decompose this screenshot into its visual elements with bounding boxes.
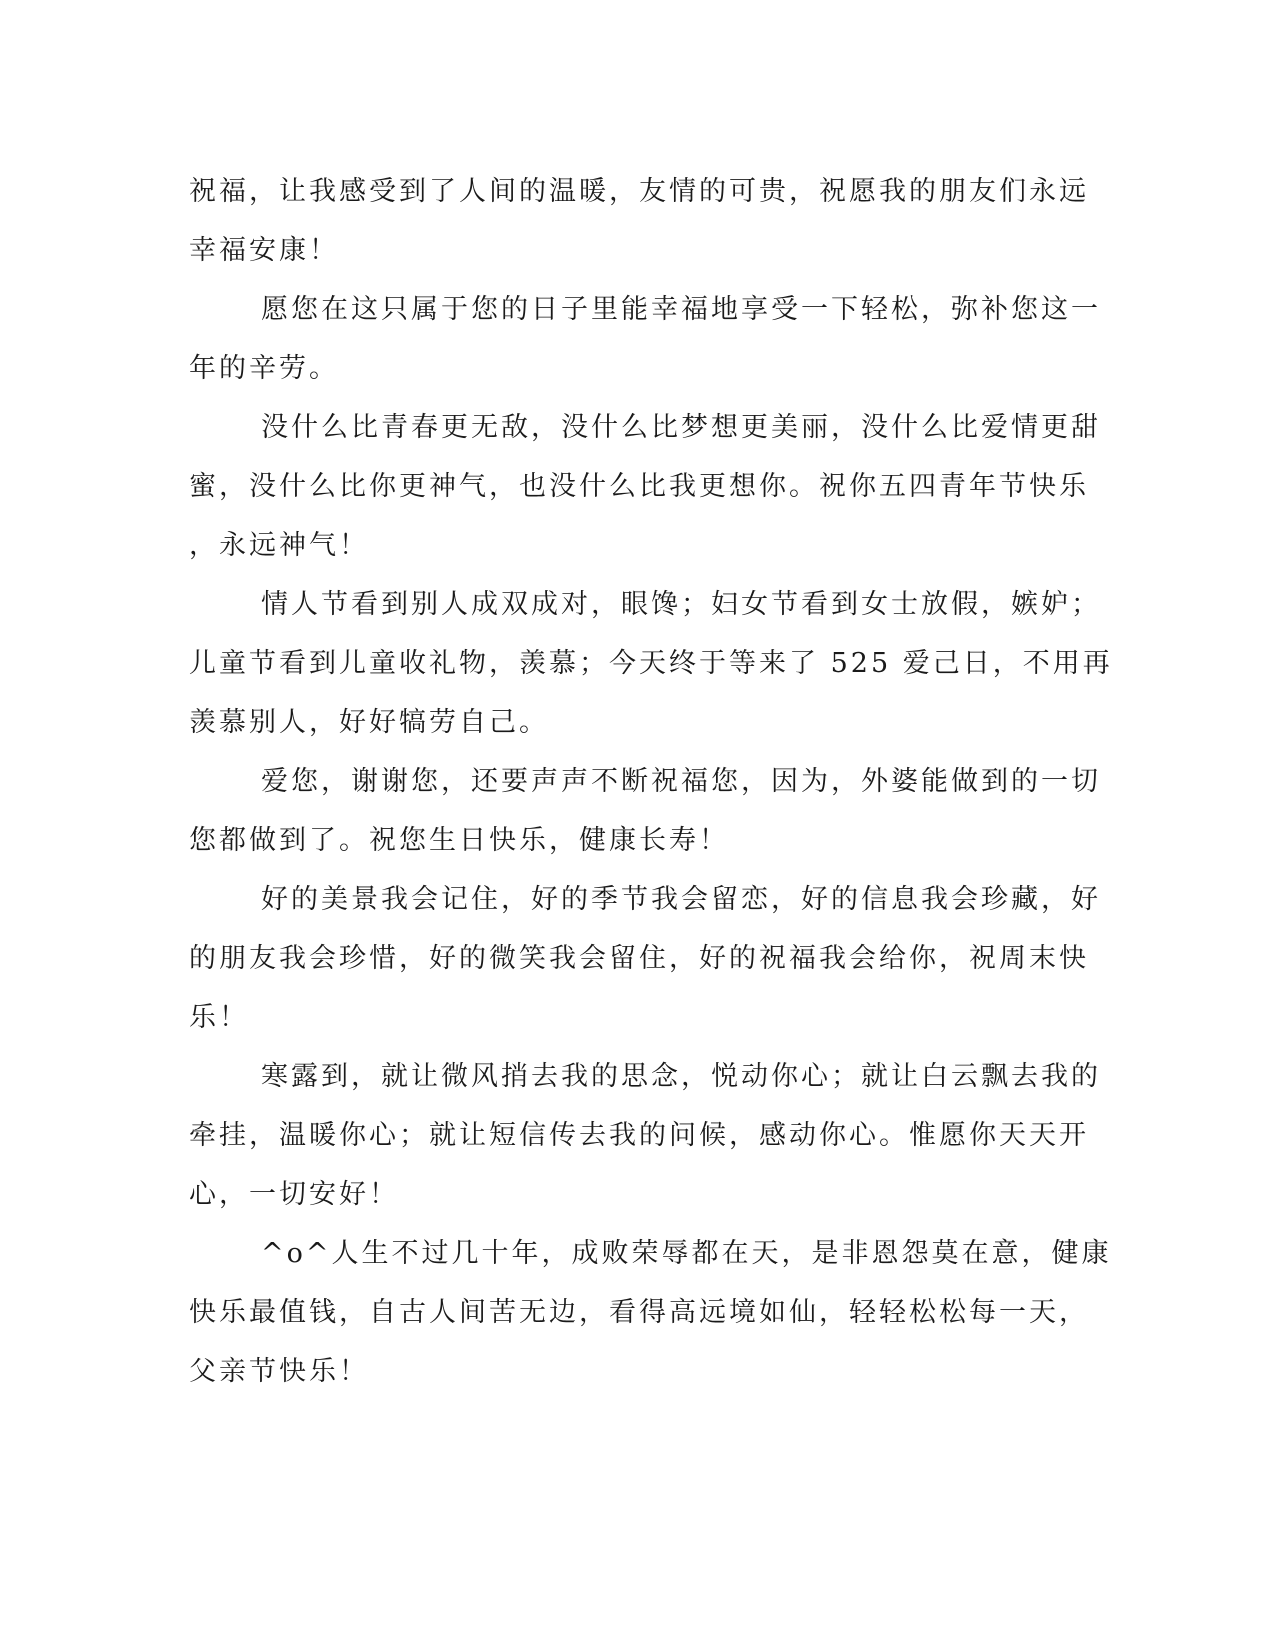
text-line: 愿您在这只属于您的日子里能幸福地享受一下轻松，弥补您这一 xyxy=(261,294,1101,325)
text-line: 蜜，没什么比你更神气，也没什么比我更想你。祝你五四青年节快乐 xyxy=(189,471,1089,502)
text-line: 您都做到了。祝您生日快乐，健康长寿！ xyxy=(189,825,729,856)
text-line: 年的辛劳。 xyxy=(189,353,339,384)
text-line: 好的美景我会记住，好的季节我会留恋，好的信息我会珍藏，好 xyxy=(261,884,1101,915)
text-line: 情人节看到别人成双成对，眼馋；妇女节看到女士放假，嫉妒； xyxy=(261,589,1101,620)
text-line: ^o^人生不过几十年，成败荣辱都在天，是非恩怨莫在意，健康 xyxy=(261,1238,1112,1269)
text-line: 的朋友我会珍惜，好的微笑我会留住，好的祝福我会给你，祝周末快 xyxy=(189,943,1089,974)
text-line: 牵挂，温暖你心；就让短信传去我的问候，感动你心。惟愿你天天开 xyxy=(189,1120,1089,1151)
text-line: 父亲节快乐！ xyxy=(189,1356,369,1387)
text-line: 寒露到，就让微风捎去我的思念，悦动你心；就让白云飘去我的 xyxy=(261,1061,1101,1092)
text-line: 没什么比青春更无敌，没什么比梦想更美丽，没什么比爱情更甜 xyxy=(261,412,1101,443)
document-body xyxy=(189,162,1113,1401)
text-line: 羡慕别人，好好犒劳自己。 xyxy=(189,707,549,738)
text-line: 乐！ xyxy=(189,1002,249,1033)
text-line: 幸福安康！ xyxy=(189,235,339,266)
text-line: 快乐最值钱，自古人间苦无边，看得高远境如仙，轻轻松松每一天， xyxy=(189,1297,1089,1328)
text-line: 儿童节看到儿童收礼物，羡慕；今天终于等来了 525 爱己日，不用再 xyxy=(189,648,1113,679)
text-line: ，永远神气！ xyxy=(189,530,369,561)
text-line: 爱您，谢谢您，还要声声不断祝福您，因为，外婆能做到的一切 xyxy=(261,766,1101,797)
text-line: 心，一切安好！ xyxy=(189,1179,399,1210)
text-line: 祝福，让我感受到了人间的温暖，友情的可贵，祝愿我的朋友们永远 xyxy=(189,176,1089,207)
